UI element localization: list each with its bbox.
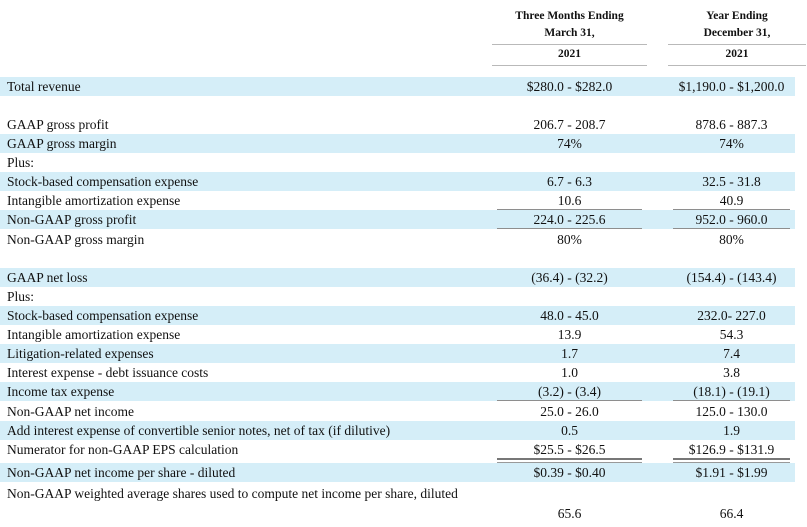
- row-label: Plus:: [7, 155, 35, 170]
- row-label: Stock-based compensation expense: [7, 174, 199, 189]
- value-year: $1.91 - $1.99: [695, 465, 768, 480]
- subtotal-rule: [673, 400, 790, 401]
- value-three-months: 224.0 - 225.6: [533, 212, 606, 227]
- value-three-months: 65.6: [557, 506, 582, 521]
- value-year: $126.9 - $131.9: [688, 442, 775, 457]
- row-stock-comp-gross: [0, 172, 795, 191]
- row-litigation: [0, 344, 795, 363]
- value-year: (154.4) - (143.4): [686, 270, 777, 285]
- row-label: Non-GAAP net income: [7, 404, 134, 419]
- row-label: GAAP net loss: [7, 270, 88, 285]
- row-label: Intangible amortization expense: [7, 327, 181, 342]
- value-three-months: 74%: [557, 136, 582, 151]
- value-year: 54.3: [719, 327, 744, 342]
- column-header-three-months: [492, 8, 647, 66]
- row-label: GAAP gross profit: [7, 117, 109, 132]
- header-year: 2021: [668, 44, 806, 66]
- row-gaap-gross-margin: [0, 134, 795, 153]
- row-interest-debt-issuance: [0, 363, 795, 382]
- row-intangible-amort-net: [0, 325, 795, 344]
- value-year: 232.0- 227.0: [697, 308, 766, 323]
- value-three-months: 80%: [557, 232, 582, 247]
- value-three-months: 6.7 - 6.3: [547, 174, 592, 189]
- value-three-months: $25.5 - $26.5: [533, 442, 606, 457]
- value-three-months: 10.6: [557, 193, 582, 208]
- row-label: Non-GAAP weighted average shares used to compute net income per share, diluted: [7, 486, 458, 501]
- value-three-months: 48.0 - 45.0: [540, 308, 599, 323]
- value-year: 40.9: [719, 193, 744, 208]
- header-line2: December 31,: [703, 27, 771, 39]
- column-header-year-ending: [668, 8, 806, 66]
- value-year: 74%: [719, 136, 744, 151]
- value-three-months: $280.0 - $282.0: [526, 79, 613, 94]
- value-three-months: 13.9: [557, 327, 582, 342]
- row-intangible-amort-gross: [0, 191, 795, 210]
- value-three-months: 206.7 - 208.7: [533, 117, 606, 132]
- value-year: 3.8: [723, 365, 740, 380]
- row-non-gaap-gross-margin: [0, 230, 795, 249]
- value-year: 952.0 - 960.0: [695, 212, 768, 227]
- value-three-months: (36.4) - (32.2): [531, 270, 608, 285]
- subtotal-rule: [497, 400, 642, 401]
- row-non-gaap-net-income: [0, 402, 795, 421]
- row-eps-numerator: [0, 440, 795, 459]
- value-year: 80%: [719, 232, 744, 247]
- value-three-months: 1.0: [561, 365, 578, 380]
- row-label: Non-GAAP net income per share - diluted: [7, 465, 236, 480]
- value-year: 125.0 - 130.0: [695, 404, 768, 419]
- row-label: Plus:: [7, 289, 35, 304]
- row-label: Stock-based compensation expense: [7, 308, 199, 323]
- row-label: Total revenue: [7, 79, 81, 94]
- row-label: Add interest expense of convertible senior notes, net of tax (if dilutive): [7, 423, 391, 438]
- row-gaap-gross-profit: [0, 115, 795, 134]
- row-stock-comp-net: [0, 306, 795, 325]
- value-three-months: 25.0 - 26.0: [540, 404, 599, 419]
- value-three-months: 1.7: [561, 346, 578, 361]
- value-year: $1,190.0 - $1,200.0: [678, 79, 785, 94]
- value-year: 7.4: [723, 346, 740, 361]
- value-year: 32.5 - 31.8: [702, 174, 761, 189]
- value-year: 1.9: [723, 423, 740, 438]
- row-label: GAAP gross margin: [7, 136, 117, 151]
- row-eps-diluted: [0, 463, 795, 482]
- row-label: Numerator for non-GAAP EPS calculation: [7, 442, 239, 457]
- row-gaap-net-loss: [0, 268, 795, 287]
- row-label: Interest expense - debt issuance costs: [7, 365, 209, 380]
- row-income-tax: [0, 382, 795, 401]
- row-non-gaap-gross-profit: [0, 210, 795, 229]
- row-total-revenue: [0, 77, 795, 96]
- header-year: 2021: [492, 44, 647, 66]
- total-rule: [497, 228, 642, 229]
- row-label: Litigation-related expenses: [7, 346, 154, 361]
- value-year: 66.4: [719, 506, 744, 521]
- value-three-months: $0.39 - $0.40: [533, 465, 606, 480]
- row-plus: [0, 153, 795, 172]
- value-year: 878.6 - 887.3: [695, 117, 768, 132]
- value-three-months: 0.5: [561, 423, 578, 438]
- total-rule: [673, 228, 790, 229]
- header-line1: Year Ending: [706, 10, 768, 22]
- row-plus: [0, 287, 795, 306]
- row-label: Non-GAAP gross profit: [7, 212, 137, 227]
- row-weighted-shares: [0, 484, 795, 524]
- header-line1: Three Months Ending: [515, 10, 624, 22]
- row-label: Income tax expense: [7, 384, 115, 399]
- value-year: (18.1) - (19.1): [693, 384, 770, 399]
- value-three-months: (3.2) - (3.4): [538, 384, 601, 399]
- row-label: Intangible amortization expense: [7, 193, 181, 208]
- row-add-interest-convertible: [0, 421, 795, 440]
- header-line2: March 31,: [544, 27, 595, 39]
- row-label: Non-GAAP gross margin: [7, 232, 145, 247]
